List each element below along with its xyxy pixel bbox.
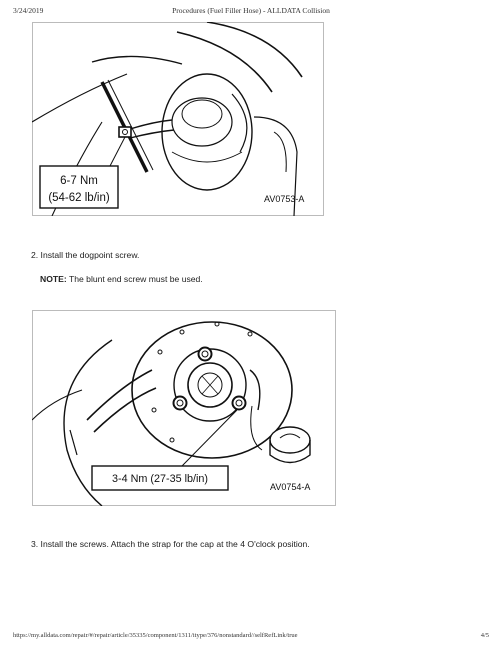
figure-av0754-illustration <box>32 310 336 506</box>
figure-av0753-illustration <box>32 22 324 216</box>
torque-label-line1: 6-7 Nm <box>60 175 98 187</box>
header-date: 3/24/2019 <box>13 6 44 15</box>
figure-av0753 <box>32 22 324 216</box>
step-3-text: 3. Install the screws. Attach the strap for the cap at the 4 O'clock position. <box>31 539 310 549</box>
torque-label-line2: (54-62 lb/in) <box>48 192 110 204</box>
note-text: The blunt end screw must be used. <box>66 274 203 284</box>
figure-code: AV0754-A <box>270 482 311 492</box>
note-label: NOTE: <box>40 274 67 284</box>
torque-label: 3-4 Nm (27-35 lb/in) <box>111 473 209 485</box>
step-2-text: 2. Install the dogpoint screw. <box>31 250 140 260</box>
footer-url[interactable]: https://my.alldata.com/repair/#/repair/article/35335/component/1311/itype/376/nonstandard//selfRefLink/true <box>13 632 298 639</box>
note <box>40 274 203 284</box>
figure-av0754 <box>32 310 336 506</box>
figure-code: AV0753-A <box>264 194 305 204</box>
footer-page-number: 4/5 <box>480 632 489 639</box>
header-title: Procedures (Fuel Filler Hose) - ALLDATA Collision <box>172 6 330 15</box>
